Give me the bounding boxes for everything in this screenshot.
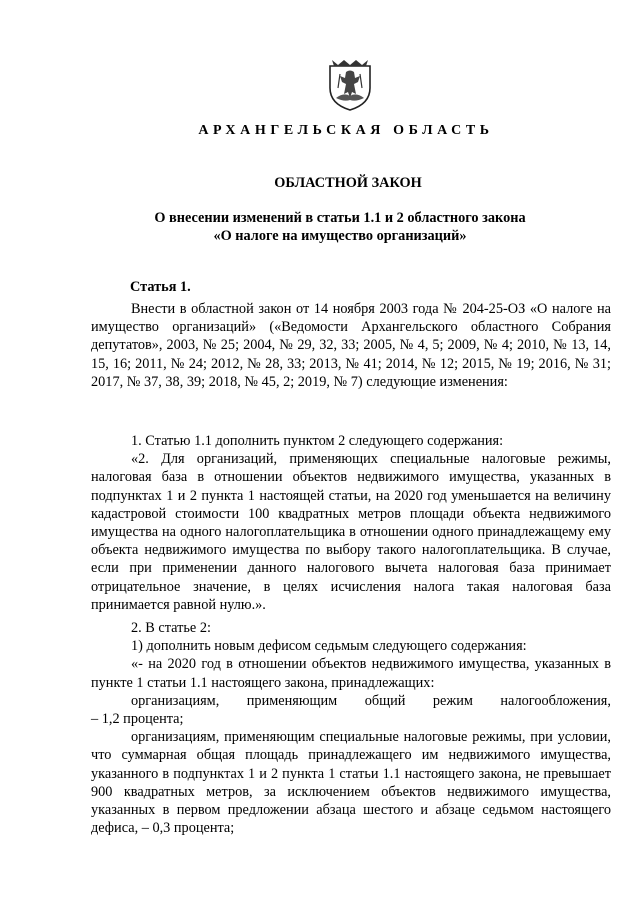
article-intro	[91, 300, 611, 391]
item-2	[91, 619, 611, 837]
orgs-general-line	[91, 692, 611, 710]
intro-paragraph: Внести в областной закон от 14 ноября 2003 года № 204-25-ОЗ «О налоге на имущество организаций» («Ведомости Архангельского областного Собрания депутатов», 2003, № 25; 2004, № 29, 32, 33; 2005, № 4, 5; 2009, № 4; 2010, № 13, 14, 15, 16; 2011, № 24; 2012, № 28, 33; 2013, № 41; 2014, № 12; 2015, № 19; 2016, № 31; 2017, № 37, 38, 39; 2018, № 45, 2; 2019, № 7) следующие изменения:	[91, 301, 611, 390]
title-line-2: «О налоге на имущество организаций»	[213, 228, 467, 245]
item-2-heading: 2. В статье 2:	[131, 620, 211, 636]
item-1-text: «2. Для организаций, применяющих специальные налоговые режимы, налоговая база в отношении объектов недвижимого имущества, указанных в подпунктах 1 и 2 пункта 1 настоящей статьи, на 2020 год уменьшается на величину кадастровой стоимости 100 квадратных метров площади объекта недвижимого имущества на одного налогоплательщика в отношении одного принадлежащему ему объекта недвижимого имущества по выбору такого налогоплательщика. В случае, если при применении данного налогового вычета налоговая база принимает отрицательное значение, в целях исчисления налога такая налоговая база принимается равной нулю.».	[91, 451, 611, 613]
document-type: ОБЛАСТНОЙ ЗАКОН	[274, 175, 422, 191]
coat-of-arms-icon	[326, 58, 374, 112]
orgs-general-word: применяющим	[246, 692, 338, 709]
orgs-general-word: режим	[432, 692, 473, 709]
item-2-quote: «- на 2020 год в отношении объектов недвижимого имущества, указанных в пункте 1 статьи 1.1 настоящего закона, принадлежащих:	[91, 656, 611, 691]
orgs-special-text: организациям, применяющим специальные налоговые режимы, при условии, что суммарная общая площадь принадлежащего им недвижимого имущества, указанного в подпунктах 1 и 2 пункта 1 статьи 1.1 настоящего закона, не превышает 900 квадратных метров, за исключением объектов недвижимого имущества, указанных в первом предложении абзаца шестого и абзаце седьмом настоящего дефиса, – 0,3 процента;	[91, 729, 611, 837]
title-line-1: О внесении изменений в статьи 1.1 и 2 областного закона	[154, 210, 526, 226]
orgs-general-word: общий	[364, 692, 406, 709]
orgs-general-word: налогообложения,	[500, 692, 611, 709]
document-title	[90, 209, 590, 245]
orgs-general-rate: – 1,2 процента;	[91, 711, 184, 728]
article-heading: Статья 1.	[130, 279, 191, 295]
item-1	[91, 432, 611, 614]
region-name: АРХАНГЕЛЬСКАЯ ОБЛАСТЬ	[198, 123, 494, 138]
item-2-sub-1: 1) дополнить новым дефисом седьмым следующего содержания:	[131, 638, 527, 655]
item-1-heading: 1. Статью 1.1 дополнить пунктом 2 следующего содержания:	[131, 433, 504, 449]
orgs-general-word: организациям,	[131, 692, 220, 709]
